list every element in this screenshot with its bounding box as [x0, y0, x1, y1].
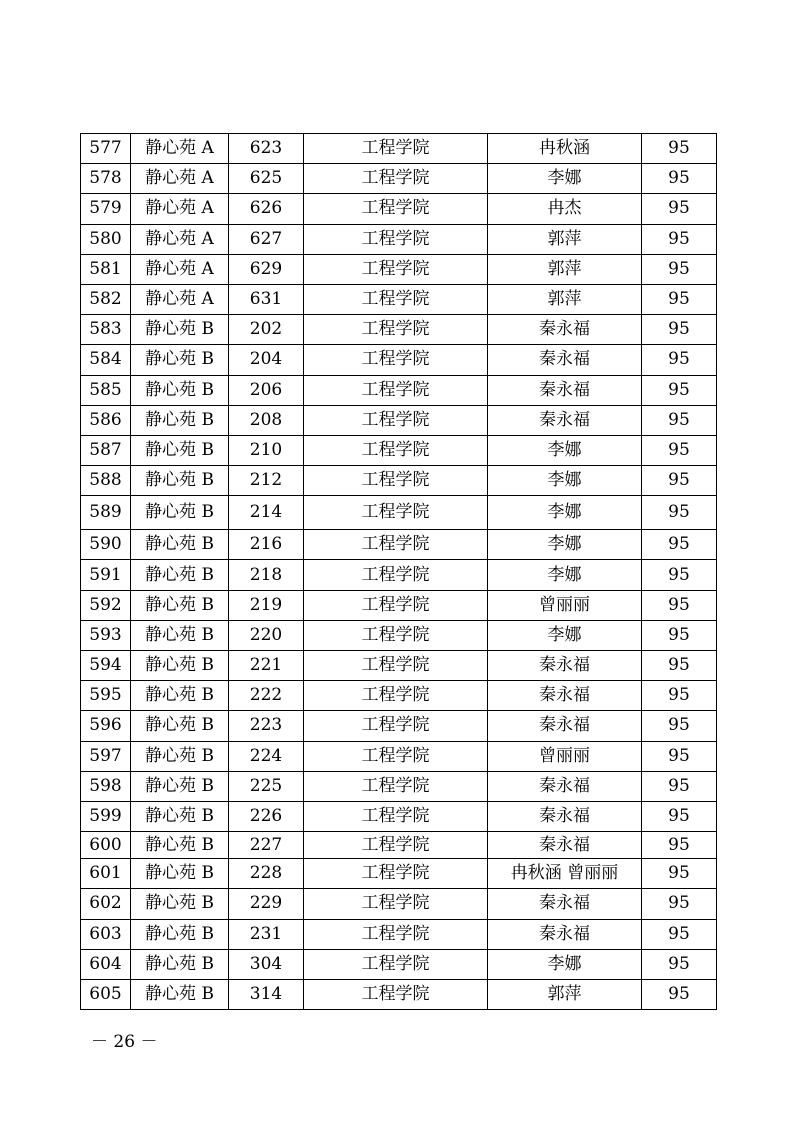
- college-cell: 工程学院: [304, 801, 488, 831]
- person-cell: 秦永福: [488, 405, 642, 435]
- row-number-cell: 587: [81, 435, 131, 465]
- college-cell: 工程学院: [304, 979, 488, 1009]
- table-row: [81, 224, 717, 254]
- row-number-cell: 582: [81, 284, 131, 314]
- score-cell: 95: [642, 164, 717, 194]
- table-row: [81, 889, 717, 919]
- room-cell: 210: [229, 435, 304, 465]
- person-cell: 李娜: [488, 949, 642, 979]
- college-cell: 工程学院: [304, 496, 488, 530]
- room-cell: 212: [229, 466, 304, 496]
- row-number-cell: 597: [81, 741, 131, 771]
- building-cell: 静心苑 B: [131, 771, 229, 801]
- room-cell: 231: [229, 919, 304, 949]
- row-number-cell: 577: [81, 134, 131, 164]
- room-cell: 220: [229, 620, 304, 650]
- building-cell: 静心苑 B: [131, 801, 229, 831]
- score-cell: 95: [642, 741, 717, 771]
- person-cell: 秦永福: [488, 345, 642, 375]
- college-cell: 工程学院: [304, 194, 488, 224]
- building-cell: 静心苑 B: [131, 949, 229, 979]
- college-cell: 工程学院: [304, 466, 488, 496]
- person-cell: 李娜: [488, 164, 642, 194]
- person-cell: 李娜: [488, 435, 642, 465]
- table-row: [81, 194, 717, 224]
- row-number-cell: 579: [81, 194, 131, 224]
- row-number-cell: 590: [81, 530, 131, 560]
- college-cell: 工程学院: [304, 771, 488, 801]
- room-cell: 227: [229, 832, 304, 859]
- room-cell: 623: [229, 134, 304, 164]
- room-cell: 202: [229, 315, 304, 345]
- table-row: [81, 134, 717, 164]
- score-cell: 95: [642, 801, 717, 831]
- person-cell: 秦永福: [488, 315, 642, 345]
- table-row: [81, 345, 717, 375]
- row-number-cell: 580: [81, 224, 131, 254]
- building-cell: 静心苑 B: [131, 620, 229, 650]
- table-row: [81, 741, 717, 771]
- person-cell: 李娜: [488, 530, 642, 560]
- college-cell: 工程学院: [304, 375, 488, 405]
- building-cell: 静心苑 B: [131, 889, 229, 919]
- table-row: [81, 254, 717, 284]
- college-cell: 工程学院: [304, 620, 488, 650]
- college-cell: 工程学院: [304, 919, 488, 949]
- college-cell: 工程学院: [304, 134, 488, 164]
- person-cell: 李娜: [488, 560, 642, 590]
- building-cell: 静心苑 B: [131, 590, 229, 620]
- table-row: [81, 164, 717, 194]
- building-cell: 静心苑 B: [131, 651, 229, 681]
- college-cell: 工程学院: [304, 651, 488, 681]
- table-body: [81, 134, 717, 1010]
- building-cell: 静心苑 A: [131, 134, 229, 164]
- row-number-cell: 600: [81, 832, 131, 859]
- room-cell: 214: [229, 496, 304, 530]
- room-cell: 204: [229, 345, 304, 375]
- score-cell: 95: [642, 194, 717, 224]
- person-cell: 冉秋涵 曾丽丽: [488, 859, 642, 889]
- college-cell: 工程学院: [304, 949, 488, 979]
- building-cell: 静心苑 A: [131, 224, 229, 254]
- building-cell: 静心苑 A: [131, 284, 229, 314]
- row-number-cell: 594: [81, 651, 131, 681]
- row-number-cell: 596: [81, 711, 131, 741]
- building-cell: 静心苑 A: [131, 254, 229, 284]
- room-cell: 314: [229, 979, 304, 1009]
- building-cell: 静心苑 B: [131, 530, 229, 560]
- row-number-cell: 605: [81, 979, 131, 1009]
- room-cell: 223: [229, 711, 304, 741]
- building-cell: 静心苑 B: [131, 979, 229, 1009]
- person-cell: 李娜: [488, 466, 642, 496]
- building-cell: 静心苑 B: [131, 681, 229, 711]
- score-cell: 95: [642, 345, 717, 375]
- table-row: [81, 466, 717, 496]
- score-cell: 95: [642, 224, 717, 254]
- building-cell: 静心苑 B: [131, 496, 229, 530]
- person-cell: 秦永福: [488, 651, 642, 681]
- score-cell: 95: [642, 620, 717, 650]
- room-cell: 216: [229, 530, 304, 560]
- college-cell: 工程学院: [304, 530, 488, 560]
- room-cell: 625: [229, 164, 304, 194]
- room-cell: 228: [229, 859, 304, 889]
- row-number-cell: 603: [81, 919, 131, 949]
- page-number: － 26 －: [91, 1032, 158, 1052]
- row-number-cell: 598: [81, 771, 131, 801]
- score-cell: 95: [642, 711, 717, 741]
- building-cell: 静心苑 A: [131, 164, 229, 194]
- score-cell: 95: [642, 651, 717, 681]
- building-cell: 静心苑 B: [131, 375, 229, 405]
- table-row: [81, 560, 717, 590]
- building-cell: 静心苑 B: [131, 315, 229, 345]
- person-cell: 秦永福: [488, 919, 642, 949]
- table-row: [81, 771, 717, 801]
- row-number-cell: 589: [81, 496, 131, 530]
- dormitory-score-table: [80, 133, 717, 1010]
- score-cell: 95: [642, 315, 717, 345]
- table-row: [81, 859, 717, 889]
- college-cell: 工程学院: [304, 164, 488, 194]
- person-cell: 秦永福: [488, 889, 642, 919]
- college-cell: 工程学院: [304, 224, 488, 254]
- building-cell: 静心苑 B: [131, 919, 229, 949]
- score-cell: 95: [642, 466, 717, 496]
- row-number-cell: 599: [81, 801, 131, 831]
- table-row: [81, 832, 717, 859]
- person-cell: 郭萍: [488, 224, 642, 254]
- person-cell: 曾丽丽: [488, 741, 642, 771]
- room-cell: 206: [229, 375, 304, 405]
- person-cell: 冉秋涵: [488, 134, 642, 164]
- college-cell: 工程学院: [304, 681, 488, 711]
- college-cell: 工程学院: [304, 435, 488, 465]
- row-number-cell: 581: [81, 254, 131, 284]
- person-cell: 冉杰: [488, 194, 642, 224]
- row-number-cell: 604: [81, 949, 131, 979]
- college-cell: 工程学院: [304, 889, 488, 919]
- college-cell: 工程学院: [304, 711, 488, 741]
- row-number-cell: 593: [81, 620, 131, 650]
- building-cell: 静心苑 B: [131, 466, 229, 496]
- score-cell: 95: [642, 405, 717, 435]
- person-cell: 郭萍: [488, 979, 642, 1009]
- score-cell: 95: [642, 919, 717, 949]
- table-row: [81, 681, 717, 711]
- table-row: [81, 979, 717, 1009]
- row-number-cell: 602: [81, 889, 131, 919]
- row-number-cell: 585: [81, 375, 131, 405]
- person-cell: 李娜: [488, 620, 642, 650]
- person-cell: 秦永福: [488, 681, 642, 711]
- room-cell: 218: [229, 560, 304, 590]
- building-cell: 静心苑 B: [131, 405, 229, 435]
- person-cell: 曾丽丽: [488, 590, 642, 620]
- person-cell: 秦永福: [488, 832, 642, 859]
- building-cell: 静心苑 B: [131, 435, 229, 465]
- row-number-cell: 591: [81, 560, 131, 590]
- room-cell: 631: [229, 284, 304, 314]
- table-row: [81, 620, 717, 650]
- table-row: [81, 375, 717, 405]
- building-cell: 静心苑 B: [131, 560, 229, 590]
- table-row: [81, 919, 717, 949]
- college-cell: 工程学院: [304, 832, 488, 859]
- table-row: [81, 530, 717, 560]
- score-cell: 95: [642, 889, 717, 919]
- college-cell: 工程学院: [304, 345, 488, 375]
- person-cell: 秦永福: [488, 375, 642, 405]
- table-row: [81, 435, 717, 465]
- table-row: [81, 801, 717, 831]
- row-number-cell: 592: [81, 590, 131, 620]
- building-cell: 静心苑 B: [131, 832, 229, 859]
- room-cell: 221: [229, 651, 304, 681]
- score-cell: 95: [642, 859, 717, 889]
- table-row: [81, 315, 717, 345]
- score-cell: 95: [642, 590, 717, 620]
- score-cell: 95: [642, 530, 717, 560]
- room-cell: 208: [229, 405, 304, 435]
- room-cell: 626: [229, 194, 304, 224]
- person-cell: 李娜: [488, 496, 642, 530]
- table-row: [81, 651, 717, 681]
- row-number-cell: 586: [81, 405, 131, 435]
- score-cell: 95: [642, 284, 717, 314]
- score-cell: 95: [642, 435, 717, 465]
- person-cell: 秦永福: [488, 801, 642, 831]
- score-cell: 95: [642, 134, 717, 164]
- college-cell: 工程学院: [304, 560, 488, 590]
- row-number-cell: 578: [81, 164, 131, 194]
- table-row: [81, 949, 717, 979]
- table-row: [81, 284, 717, 314]
- table-row: [81, 496, 717, 530]
- score-cell: 95: [642, 681, 717, 711]
- room-cell: 627: [229, 224, 304, 254]
- score-cell: 95: [642, 375, 717, 405]
- room-cell: 229: [229, 889, 304, 919]
- row-number-cell: 583: [81, 315, 131, 345]
- person-cell: 秦永福: [488, 711, 642, 741]
- score-cell: 95: [642, 979, 717, 1009]
- person-cell: 郭萍: [488, 254, 642, 284]
- college-cell: 工程学院: [304, 741, 488, 771]
- college-cell: 工程学院: [304, 859, 488, 889]
- score-cell: 95: [642, 560, 717, 590]
- room-cell: 226: [229, 801, 304, 831]
- score-cell: 95: [642, 254, 717, 284]
- building-cell: 静心苑 B: [131, 711, 229, 741]
- college-cell: 工程学院: [304, 254, 488, 284]
- score-cell: 95: [642, 949, 717, 979]
- row-number-cell: 595: [81, 681, 131, 711]
- table-row: [81, 711, 717, 741]
- building-cell: 静心苑 B: [131, 345, 229, 375]
- person-cell: 郭萍: [488, 284, 642, 314]
- college-cell: 工程学院: [304, 405, 488, 435]
- room-cell: 225: [229, 771, 304, 801]
- college-cell: 工程学院: [304, 315, 488, 345]
- table-row: [81, 405, 717, 435]
- room-cell: 304: [229, 949, 304, 979]
- room-cell: 224: [229, 741, 304, 771]
- room-cell: 629: [229, 254, 304, 284]
- building-cell: 静心苑 A: [131, 194, 229, 224]
- person-cell: 秦永福: [488, 771, 642, 801]
- building-cell: 静心苑 B: [131, 741, 229, 771]
- room-cell: 222: [229, 681, 304, 711]
- score-cell: 95: [642, 832, 717, 859]
- row-number-cell: 584: [81, 345, 131, 375]
- row-number-cell: 601: [81, 859, 131, 889]
- building-cell: 静心苑 B: [131, 859, 229, 889]
- room-cell: 219: [229, 590, 304, 620]
- table-row: [81, 590, 717, 620]
- college-cell: 工程学院: [304, 284, 488, 314]
- score-cell: 95: [642, 496, 717, 530]
- college-cell: 工程学院: [304, 590, 488, 620]
- score-cell: 95: [642, 771, 717, 801]
- row-number-cell: 588: [81, 466, 131, 496]
